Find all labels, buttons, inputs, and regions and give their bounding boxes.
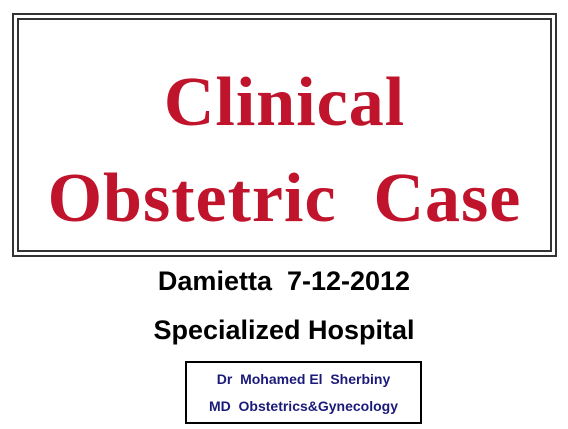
author-box [185, 361, 422, 424]
title-line-2: Obstetric Case [47, 160, 522, 237]
title-line-1: Clinical [163, 64, 406, 141]
author-credentials: MD Obstetrics&Gynecology [208, 398, 399, 414]
hospital-name: Specialized Hospital [153, 315, 415, 345]
title-frame-inner [17, 18, 552, 252]
location-date: Damietta 7-12-2012 [157, 266, 411, 296]
author-name: Dr Mohamed El Sherbiny [216, 371, 391, 387]
title-frame-outer [12, 13, 557, 257]
